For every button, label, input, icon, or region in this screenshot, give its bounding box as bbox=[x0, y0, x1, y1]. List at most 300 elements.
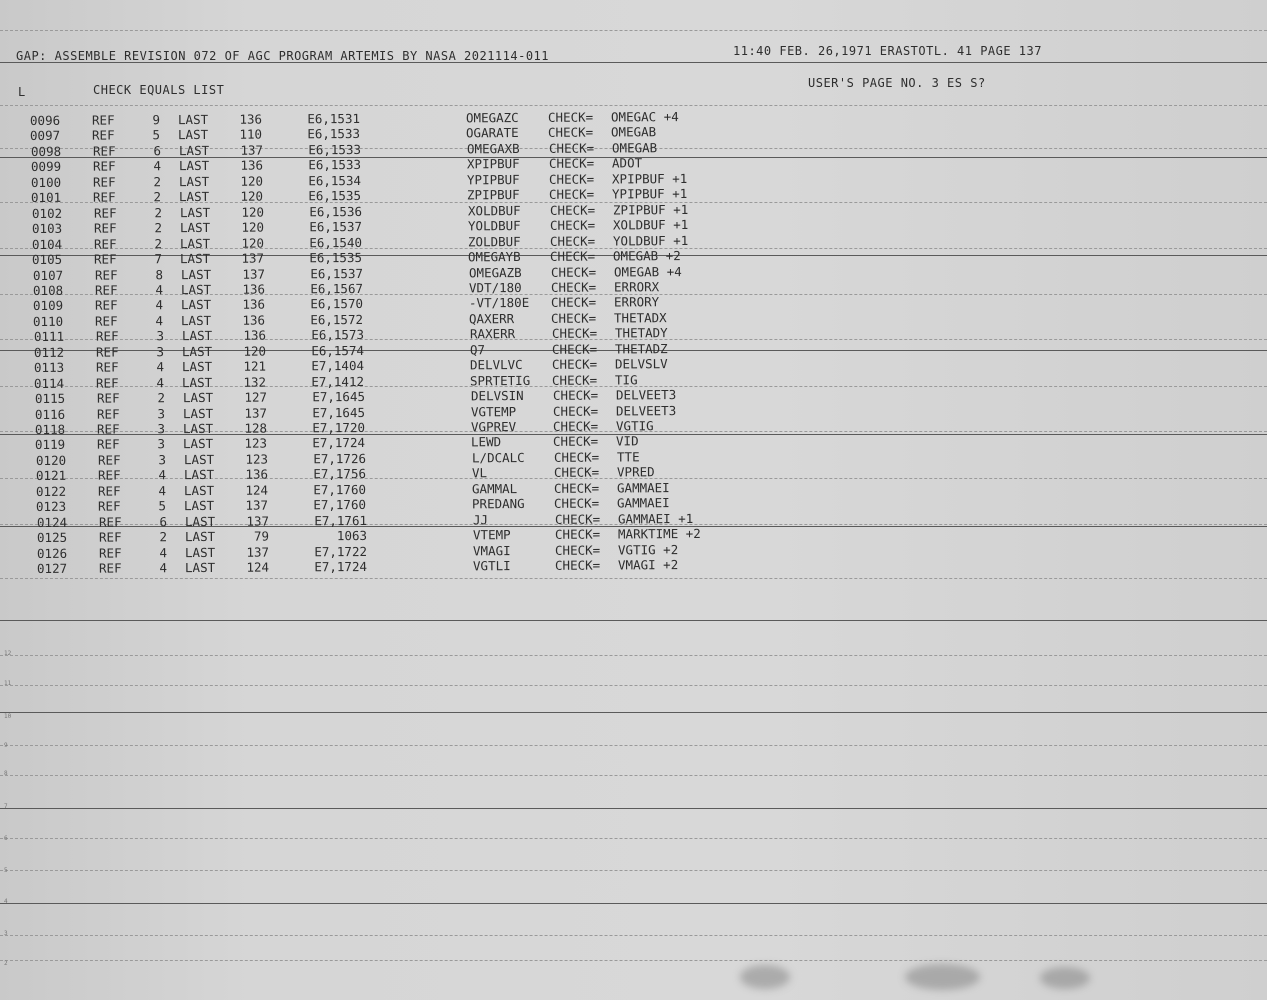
row-line-number: 0101 bbox=[31, 190, 62, 206]
row-check-keyword: CHECK= bbox=[554, 495, 600, 512]
row-symbol: DELVSIN bbox=[470, 388, 524, 404]
row-line-number: 0116 bbox=[34, 406, 65, 422]
row-ref-count: 4 bbox=[155, 297, 164, 313]
row-last: LAST bbox=[181, 343, 212, 359]
row-last: LAST bbox=[181, 312, 212, 328]
row-check-keyword: CHECK= bbox=[550, 248, 596, 264]
row-line-number: 0118 bbox=[34, 421, 66, 437]
paper-rule bbox=[0, 655, 1267, 656]
row-address: E6,1535 bbox=[308, 188, 362, 204]
paper-rule bbox=[0, 578, 1267, 579]
row-last: LAST bbox=[182, 390, 213, 406]
row-address: E6,1535 bbox=[309, 250, 363, 266]
row-last-page: 136 bbox=[242, 312, 266, 328]
row-ref: REF bbox=[95, 328, 119, 344]
paper-rule bbox=[0, 960, 1267, 961]
row-last: LAST bbox=[185, 559, 216, 576]
row-symbol: VTEMP bbox=[472, 527, 511, 543]
row-check-target: OMEGAB bbox=[611, 140, 657, 156]
row-ref: REF bbox=[97, 467, 121, 483]
row-last: LAST bbox=[184, 498, 215, 514]
row-check-keyword: CHECK= bbox=[552, 403, 598, 419]
row-ref: REF bbox=[95, 313, 118, 329]
ink-smudge bbox=[740, 965, 790, 989]
row-address: E6,1533 bbox=[307, 141, 361, 158]
row-symbol: XOLDBUF bbox=[467, 202, 521, 219]
paper-rule bbox=[0, 30, 1267, 31]
row-symbol: OMEGAYB bbox=[468, 249, 521, 265]
margin-number: 4 bbox=[4, 898, 8, 905]
row-ref: REF bbox=[98, 545, 122, 561]
row-last: LAST bbox=[178, 173, 210, 189]
row-last: LAST bbox=[180, 266, 211, 282]
row-last-page: 124 bbox=[246, 559, 270, 575]
row-address: E7,1404 bbox=[311, 358, 365, 374]
row-line-number: 0100 bbox=[30, 174, 62, 190]
row-check-target: ERRORX bbox=[613, 279, 659, 295]
row-last-page: 120 bbox=[240, 204, 264, 220]
row-last-page: 127 bbox=[243, 389, 267, 405]
row-last-page: 132 bbox=[243, 374, 267, 390]
row-check-keyword: CHECK= bbox=[548, 140, 594, 156]
row-last: LAST bbox=[183, 482, 215, 498]
row-check-keyword: CHECK= bbox=[553, 449, 599, 465]
row-check-target: OMEGAB +2 bbox=[613, 248, 682, 264]
row-ref-count: 2 bbox=[156, 390, 165, 406]
row-check-keyword: CHECK= bbox=[553, 464, 599, 481]
row-ref: REF bbox=[91, 112, 115, 128]
row-last-page: 137 bbox=[246, 544, 270, 560]
row-check-keyword: CHECK= bbox=[554, 526, 600, 542]
row-line-number: 0121 bbox=[35, 468, 66, 484]
row-ref-count: 4 bbox=[155, 282, 163, 298]
row-symbol: GAMMAL bbox=[471, 480, 518, 497]
ink-smudge bbox=[1040, 967, 1090, 989]
row-check-keyword: CHECK= bbox=[555, 557, 601, 573]
margin-number: 9 bbox=[4, 742, 8, 749]
row-last: LAST bbox=[184, 513, 215, 529]
row-line-number: 0104 bbox=[31, 236, 63, 252]
row-ref: REF bbox=[98, 529, 122, 545]
row-last-page: 123 bbox=[244, 436, 268, 452]
row-ref-count: 4 bbox=[159, 544, 168, 560]
row-check-keyword: CHECK= bbox=[549, 233, 596, 249]
row-ref-count: 4 bbox=[158, 467, 166, 483]
row-last-page: 120 bbox=[241, 235, 265, 251]
paper-rule-solid bbox=[0, 712, 1267, 713]
row-check-keyword: CHECK= bbox=[553, 480, 600, 496]
row-ref-count: 3 bbox=[156, 343, 164, 360]
row-last-page: 110 bbox=[239, 127, 263, 143]
row-symbol: XPIPBUF bbox=[466, 156, 520, 172]
row-check-keyword: CHECK= bbox=[548, 171, 595, 187]
row-address: E7,1645 bbox=[312, 404, 365, 420]
column-marker: L bbox=[18, 85, 26, 99]
row-ref: REF bbox=[95, 359, 119, 375]
users-page-number: USER'S PAGE NO. 3 ES S? bbox=[808, 76, 986, 90]
row-ref: REF bbox=[95, 344, 119, 360]
margin-number: 3 bbox=[4, 930, 8, 937]
row-symbol: VL bbox=[471, 465, 487, 481]
row-check-target: VGTIG +2 bbox=[617, 541, 679, 558]
row-last: LAST bbox=[182, 374, 213, 390]
row-ref-count: 2 bbox=[153, 189, 162, 205]
row-line-number: 0123 bbox=[36, 499, 67, 515]
row-symbol: PREDANG bbox=[472, 496, 525, 512]
row-address: E7,1760 bbox=[313, 481, 367, 498]
row-ref: REF bbox=[96, 406, 120, 422]
row-ref: REF bbox=[93, 205, 117, 221]
row-ref-count: 4 bbox=[158, 483, 167, 499]
row-check-target: MARKTIME +2 bbox=[617, 526, 701, 542]
row-address: E7,1756 bbox=[313, 466, 366, 482]
row-ref: REF bbox=[92, 143, 116, 159]
row-ref: REF bbox=[92, 174, 116, 190]
row-check-keyword: CHECK= bbox=[551, 356, 598, 373]
row-symbol: VGTEMP bbox=[470, 403, 516, 419]
row-symbol: JJ bbox=[472, 511, 488, 528]
row-address: E6,1536 bbox=[308, 203, 362, 219]
row-symbol: OMEGAZC bbox=[465, 110, 519, 126]
row-symbol: RAXERR bbox=[469, 326, 515, 342]
row-line-number: 0110 bbox=[33, 313, 64, 329]
row-ref-count: 2 bbox=[153, 174, 162, 190]
row-last-page: 120 bbox=[241, 219, 264, 235]
row-symbol: SPRTETIG bbox=[470, 372, 531, 388]
paper-rule-solid bbox=[0, 620, 1267, 621]
row-check-target: THETADZ bbox=[614, 340, 668, 357]
row-check-keyword: CHECK= bbox=[548, 124, 594, 141]
row-ref: REF bbox=[97, 483, 121, 499]
row-check-target: TIG bbox=[615, 371, 638, 388]
row-check-target: ERRORY bbox=[613, 294, 660, 310]
row-ref-count: 4 bbox=[155, 313, 164, 329]
row-last: LAST bbox=[179, 220, 210, 236]
row-address: E6,1531 bbox=[307, 110, 361, 127]
row-address: E7,1724 bbox=[312, 435, 366, 451]
row-ref-count: 6 bbox=[152, 143, 161, 159]
row-line-number: 0099 bbox=[30, 159, 61, 175]
row-symbol: ZOLDBUF bbox=[467, 233, 521, 249]
row-line-number: 0096 bbox=[29, 112, 61, 128]
row-check-keyword: CHECK= bbox=[549, 202, 595, 218]
row-check-keyword: CHECK= bbox=[551, 310, 597, 326]
row-address: E6,1570 bbox=[310, 296, 364, 312]
row-ref: REF bbox=[92, 127, 115, 144]
row-ref-count: 4 bbox=[153, 158, 161, 174]
row-last-page: 136 bbox=[245, 466, 268, 483]
row-last-page: 123 bbox=[244, 451, 268, 467]
row-ref: REF bbox=[97, 436, 120, 453]
row-check-target: ZPIPBUF +1 bbox=[612, 201, 688, 218]
row-check-keyword: CHECK= bbox=[552, 387, 598, 403]
row-check-target: YPIPBUF +1 bbox=[612, 186, 688, 202]
row-check-target: THETADY bbox=[614, 325, 668, 341]
row-line-number: 0097 bbox=[30, 128, 61, 144]
row-last: LAST bbox=[184, 529, 215, 545]
row-symbol: Q7 bbox=[469, 341, 485, 358]
row-ref-count: 4 bbox=[159, 560, 168, 576]
paper-rule bbox=[0, 935, 1267, 936]
row-symbol: OMEGAXB bbox=[466, 140, 520, 157]
paper-rule bbox=[0, 745, 1267, 746]
row-symbol: -VT/180E bbox=[468, 295, 530, 311]
row-check-keyword: CHECK= bbox=[550, 294, 597, 311]
row-symbol: VMAGI bbox=[472, 542, 511, 558]
row-ref: REF bbox=[96, 390, 120, 406]
row-check-target: GAMMAEI bbox=[617, 495, 670, 511]
row-line-number: 0102 bbox=[31, 205, 62, 221]
row-ref-count: 2 bbox=[154, 220, 162, 236]
row-check-target: DELVEET3 bbox=[615, 387, 676, 403]
row-address: E7,1761 bbox=[313, 512, 367, 528]
row-ref-count: 2 bbox=[153, 204, 162, 220]
margin-number: 8 bbox=[4, 770, 8, 777]
row-line-number: 0119 bbox=[35, 437, 66, 453]
row-line-number: 0124 bbox=[36, 514, 67, 530]
row-last-page: 128 bbox=[244, 420, 268, 436]
row-symbol: VDT/180 bbox=[468, 279, 522, 296]
row-last-page: 137 bbox=[245, 513, 269, 529]
row-symbol: ZPIPBUF bbox=[467, 187, 520, 203]
row-symbol: LEWD bbox=[471, 434, 502, 450]
margin-number: 5 bbox=[4, 867, 8, 874]
row-last-page: 124 bbox=[245, 482, 269, 498]
row-check-target: XOLDBUF +1 bbox=[612, 217, 689, 233]
row-address: E6,1574 bbox=[311, 342, 364, 359]
row-last-page: 120 bbox=[240, 188, 264, 204]
row-last: LAST bbox=[179, 204, 210, 220]
row-line-number: 0115 bbox=[34, 390, 65, 407]
row-check-keyword: CHECK= bbox=[554, 511, 600, 527]
row-check-target: DELVEET3 bbox=[615, 402, 677, 418]
row-line-number: 0112 bbox=[33, 344, 64, 360]
row-last: LAST bbox=[179, 235, 211, 251]
row-check-keyword: CHECK= bbox=[554, 542, 601, 558]
row-check-target: OMEGAC +4 bbox=[610, 109, 679, 125]
row-last: LAST bbox=[181, 328, 212, 344]
row-address: E6,1533 bbox=[308, 157, 361, 173]
row-line-number: 0109 bbox=[32, 298, 64, 314]
margin-number: 10 bbox=[4, 713, 12, 720]
row-symbol: QAXERR bbox=[469, 310, 515, 327]
row-last: LAST bbox=[178, 142, 209, 158]
listing-header: GAP: ASSEMBLE REVISION 072 OF AGC PROGRAM ARTEMIS BY NASA 2021114-011 bbox=[16, 49, 549, 63]
list-title: CHECK EQUALS LIST bbox=[93, 83, 225, 97]
row-check-keyword: CHECK= bbox=[549, 217, 595, 233]
row-symbol: OGARATE bbox=[466, 125, 519, 141]
row-ref: REF bbox=[92, 158, 116, 174]
ink-smudge bbox=[905, 964, 980, 990]
paper-rule bbox=[0, 775, 1267, 776]
margin-number: 12 bbox=[4, 650, 12, 657]
row-last-page: 137 bbox=[241, 250, 265, 266]
row-symbol: VGTLI bbox=[473, 558, 511, 574]
row-ref-count: 3 bbox=[157, 452, 166, 468]
listing-date-page: 11:40 FEB. 26,1971 ERASTOTL. 41 PAGE 137 bbox=[733, 44, 1042, 58]
row-check-target: DELVSLV bbox=[614, 356, 668, 372]
row-line-number: 0113 bbox=[33, 360, 65, 376]
row-symbol: L/DCALC bbox=[471, 449, 525, 466]
row-last-page: 137 bbox=[245, 497, 269, 513]
row-last: LAST bbox=[180, 297, 212, 313]
row-check-target: VID bbox=[616, 433, 639, 449]
row-check-target: GAMMAEI bbox=[616, 479, 670, 496]
row-ref-count: 6 bbox=[158, 513, 167, 529]
row-last-page: 137 bbox=[239, 142, 263, 158]
row-ref: REF bbox=[94, 266, 118, 283]
row-ref: REF bbox=[99, 560, 122, 576]
row-check-keyword: CHECK= bbox=[552, 418, 599, 434]
row-last: LAST bbox=[178, 158, 209, 174]
row-line-number: 0098 bbox=[30, 143, 61, 159]
row-ref: REF bbox=[96, 375, 119, 391]
row-ref-count: 2 bbox=[154, 235, 163, 251]
row-last-page: 79 bbox=[253, 528, 269, 544]
row-check-target: OMEGAB +4 bbox=[613, 263, 682, 279]
row-line-number: 0108 bbox=[32, 282, 63, 298]
paper-rule bbox=[0, 105, 1267, 106]
row-line-number: 0126 bbox=[36, 545, 68, 561]
row-ref-count: 8 bbox=[154, 266, 163, 282]
row-last: LAST bbox=[177, 111, 209, 128]
row-check-target: GAMMAEI +1 bbox=[617, 510, 693, 527]
row-ref: REF bbox=[94, 251, 117, 267]
row-address: E7,1645 bbox=[311, 389, 365, 405]
row-check-target: XPIPBUF +1 bbox=[611, 170, 688, 187]
row-ref-count: 4 bbox=[156, 374, 165, 390]
row-address: E7,1722 bbox=[314, 543, 368, 559]
row-check-keyword: CHECK= bbox=[547, 109, 594, 125]
row-line-number: 0111 bbox=[33, 329, 64, 345]
row-ref-count: 5 bbox=[152, 127, 161, 143]
margin-number: 7 bbox=[4, 803, 8, 810]
row-address: E6,1573 bbox=[310, 327, 364, 343]
row-ref-count: 3 bbox=[155, 328, 164, 344]
row-last-page: 136 bbox=[240, 157, 263, 174]
row-address: E6,1534 bbox=[308, 172, 362, 189]
row-last: LAST bbox=[178, 127, 209, 143]
row-check-keyword: CHECK= bbox=[553, 433, 599, 450]
row-ref: REF bbox=[96, 421, 120, 437]
row-last-page: 137 bbox=[244, 405, 267, 421]
row-line-number: 0127 bbox=[37, 560, 68, 577]
row-check-keyword: CHECK= bbox=[549, 186, 595, 203]
paper-rule bbox=[0, 685, 1267, 686]
row-line-number: 0103 bbox=[31, 220, 62, 237]
row-last-page: 120 bbox=[243, 343, 266, 359]
row-address: E6,1537 bbox=[309, 265, 363, 281]
row-last-page: 121 bbox=[243, 358, 267, 374]
row-ref-count: 3 bbox=[157, 421, 166, 437]
row-last: LAST bbox=[180, 250, 211, 267]
row-check-target: TTE bbox=[616, 449, 640, 465]
margin-number: 2 bbox=[4, 960, 8, 967]
paper-rule-solid bbox=[0, 903, 1267, 904]
row-check-keyword: CHECK= bbox=[552, 372, 598, 388]
row-last-page: 136 bbox=[239, 111, 263, 127]
margin-number: 6 bbox=[4, 835, 8, 842]
row-line-number: 0107 bbox=[32, 267, 63, 283]
row-address: E7,1724 bbox=[314, 559, 368, 575]
row-address: E7,1726 bbox=[312, 450, 366, 467]
row-check-target: VPRED bbox=[616, 464, 655, 480]
row-last-page: 137 bbox=[241, 266, 265, 282]
row-ref-count: 4 bbox=[156, 359, 165, 375]
row-last: LAST bbox=[182, 420, 214, 437]
row-ref: REF bbox=[94, 282, 118, 298]
row-last: LAST bbox=[184, 544, 216, 560]
row-check-keyword: CHECK= bbox=[551, 325, 597, 342]
row-check-keyword: CHECK= bbox=[551, 341, 597, 357]
paper-rule bbox=[0, 838, 1267, 839]
row-address: E6,1572 bbox=[310, 311, 364, 328]
row-last: LAST bbox=[183, 436, 214, 452]
row-ref-count: 9 bbox=[152, 112, 161, 128]
row-address: E7,1720 bbox=[312, 419, 366, 436]
row-last: LAST bbox=[183, 467, 214, 483]
row-address: E6,1537 bbox=[309, 219, 362, 235]
row-check-target: ADOT bbox=[611, 155, 642, 171]
row-symbol: VGPREV bbox=[470, 419, 517, 435]
margin-number: 11 bbox=[4, 680, 12, 687]
row-ref: REF bbox=[97, 452, 121, 468]
row-check-target: THETADX bbox=[614, 309, 667, 326]
row-last-page: 120 bbox=[240, 173, 264, 189]
row-ref: REF bbox=[98, 514, 122, 530]
row-ref-count: 7 bbox=[154, 251, 163, 267]
row-line-number: 0125 bbox=[36, 529, 67, 546]
row-ref-count: 5 bbox=[158, 498, 167, 514]
row-line-number: 0120 bbox=[35, 452, 66, 468]
row-check-target: YOLDBUF +1 bbox=[612, 232, 689, 249]
row-ref: REF bbox=[93, 220, 117, 236]
row-ref: REF bbox=[93, 189, 116, 205]
row-ref-count: 2 bbox=[159, 529, 167, 545]
row-last-page: 136 bbox=[242, 281, 265, 297]
row-address: E7,1412 bbox=[311, 373, 365, 389]
paper-rule bbox=[0, 870, 1267, 871]
row-address: E6,1540 bbox=[309, 234, 363, 250]
row-ref: REF bbox=[93, 236, 117, 252]
row-check-keyword: CHECK= bbox=[548, 155, 594, 172]
row-check-keyword: CHECK= bbox=[550, 264, 596, 280]
row-address: E6,1567 bbox=[310, 280, 363, 297]
row-line-number: 0105 bbox=[32, 251, 63, 268]
row-symbol: YOLDBUF bbox=[467, 218, 521, 234]
row-symbol: YPIPBUF bbox=[466, 171, 520, 188]
row-line-number: 0122 bbox=[35, 483, 67, 499]
row-ref: REF bbox=[94, 297, 118, 314]
row-last: LAST bbox=[181, 359, 213, 375]
row-address: 1063 bbox=[336, 528, 367, 544]
row-line-number: 0114 bbox=[34, 375, 65, 391]
row-last-page: 136 bbox=[242, 327, 266, 344]
row-check-target: VMAGI +2 bbox=[618, 557, 679, 573]
row-check-target: OMEGAB bbox=[611, 124, 657, 140]
row-last: LAST bbox=[183, 451, 214, 467]
row-symbol: DELVLVC bbox=[469, 357, 523, 373]
row-symbol: OMEGAZB bbox=[468, 264, 522, 280]
paper-rule-solid bbox=[0, 808, 1267, 809]
row-last: LAST bbox=[180, 281, 211, 298]
row-last-page: 136 bbox=[242, 296, 266, 313]
row-check-keyword: CHECK= bbox=[550, 279, 596, 295]
row-ref-count: 3 bbox=[157, 405, 165, 421]
row-last: LAST bbox=[182, 405, 213, 421]
row-last: LAST bbox=[179, 189, 210, 205]
row-ref: REF bbox=[98, 498, 121, 514]
